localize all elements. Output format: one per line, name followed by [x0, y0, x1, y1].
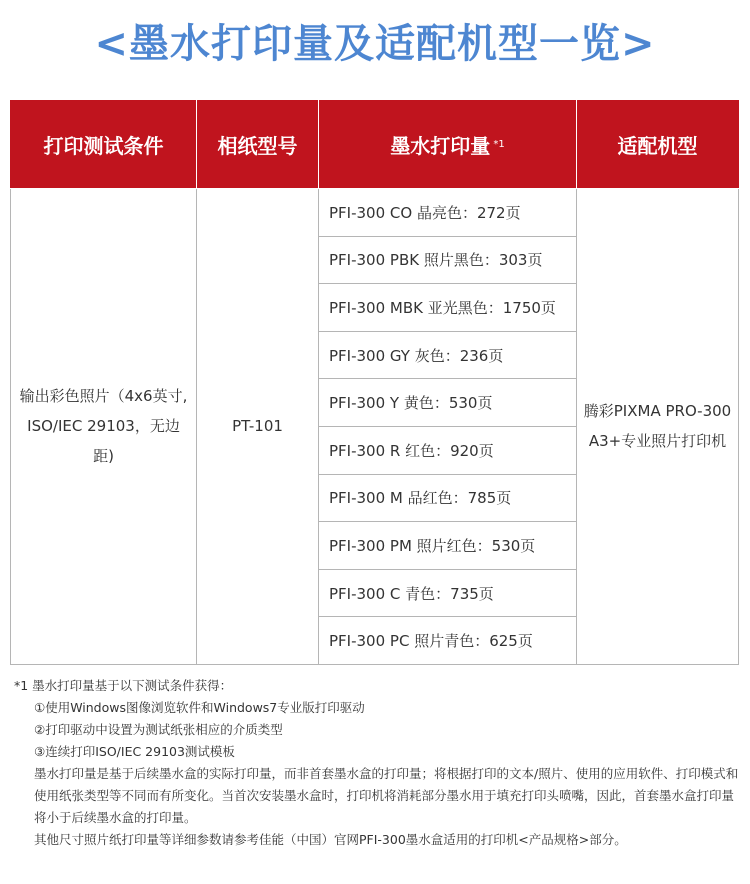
yield-cell: PFI-300 Y 黄色：530页	[319, 379, 577, 427]
header-yield-label: 墨水打印量	[390, 134, 491, 158]
model-cell	[577, 189, 739, 665]
footnote-last: 其他尺寸照片纸打印量等详细参数请参考佳能（中国）官网PFI-300墨水盒适用的打印机<产品规格>部分。	[34, 832, 627, 847]
header-yield	[319, 101, 577, 189]
model-line-1: 腾彩PIXMA PRO-300	[583, 402, 732, 421]
footnote-item: ③连续打印ISO/IEC 29103测试模板	[34, 744, 235, 759]
header-yield-footnote: *1	[493, 139, 505, 150]
header-paper: 相纸型号	[197, 101, 319, 189]
yield-cell: PFI-300 R 红色：920页	[319, 426, 577, 474]
footnote-intro: *1 墨水打印量基于以下测试条件获得：	[14, 678, 233, 693]
footnote-paragraph: 墨水打印量是基于后续墨水盒的实际打印量，而非首套墨水盒的打印量；将根据打印的文本/照片、使用的应用软件、打印模式和使用纸张类型等不同而有所变化。当首次安装墨水盒时，打印机将消耗部分墨水用于填充打印头喷嘴，因此，首套墨水盒打印量将小于后续墨水盒的打印量。	[34, 766, 739, 825]
paper-cell: PT-101	[197, 189, 319, 665]
table-row	[11, 189, 739, 237]
condition-line-1: 输出彩色照片（4x6英寸,	[19, 387, 188, 406]
yield-cell: PFI-300 C 青色：735页	[319, 569, 577, 617]
header-model: 适配机型	[577, 101, 739, 189]
yield-cell: PFI-300 CO 晶亮色：272页	[319, 189, 577, 237]
footnotes	[14, 675, 740, 851]
model-line-2: A3+专业照片打印机	[588, 432, 727, 451]
yield-cell: PFI-300 PC 照片青色：625页	[319, 617, 577, 665]
yield-cell: PFI-300 PM 照片红色：530页	[319, 522, 577, 570]
yield-cell: PFI-300 MBK 亚光黑色：1750页	[319, 284, 577, 332]
ink-yield-table	[10, 100, 739, 665]
page-title: <墨水打印量及适配机型一览>	[94, 21, 656, 67]
table-header-row	[11, 101, 739, 189]
condition-cell	[11, 189, 197, 665]
yield-cell: PFI-300 M 品红色：785页	[319, 474, 577, 522]
yield-cell: PFI-300 PBK 照片黑色：303页	[319, 236, 577, 284]
header-condition: 打印测试条件	[11, 101, 197, 189]
yield-cell: PFI-300 GY 灰色：236页	[319, 331, 577, 379]
footnote-item: ①使用Windows图像浏览软件和Windows7专业版打印驱动	[34, 700, 365, 715]
condition-line-2: ISO/IEC 29103，无边距)	[27, 417, 180, 466]
footnote-item: ②打印驱动中设置为测试纸张相应的介质类型	[34, 722, 283, 737]
